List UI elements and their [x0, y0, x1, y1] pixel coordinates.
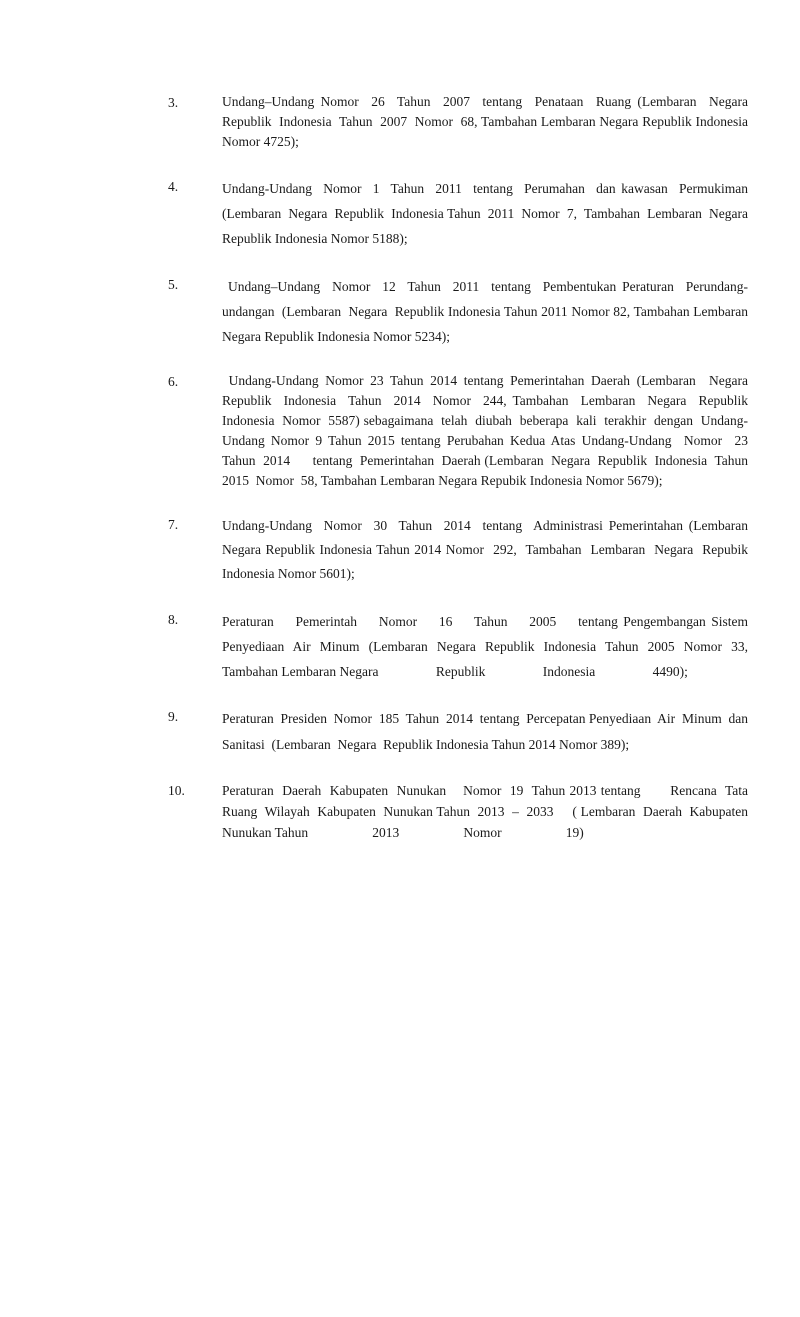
list-item-number: 6. — [168, 374, 179, 389]
list-item-number: 4. — [168, 179, 179, 194]
list-item — [168, 274, 752, 349]
list-item-text: Peraturan Daerah Kabupaten Nunukan Nomor 19 Tahun 2013 tentang Rencana Tata Ruang Wilayah Kabupaten Nunukan Tahun 2013 – 2033 ( Lembaran Daerah Kabupaten Nunukan Tahun 2013 Nomor 19) — [222, 783, 755, 840]
list-item-number: 9. — [168, 709, 179, 724]
list-item-text: Undang–Undang Nomor 26 Tahun 2007 tentang Penataan Ruang (Lembaran Negara Republik Indonesia Tahun 2007 Nomor 68, Tambahan Lembaran Negara Republik Indonesia Nomor 4725); — [222, 94, 755, 149]
list-item-text: Peraturan Presiden Nomor 185 Tahun 2014 tentang Percepatan Penyediaan Air Minum dan Sanitasi (Lembaran Negara Republik Indonesia Tahun 2014 Nomor 389); — [222, 711, 755, 752]
list-item — [168, 371, 755, 491]
list-item — [168, 92, 755, 152]
list-item — [168, 706, 755, 758]
list-item-text: Undang-Undang Nomor 23 Tahun 2014 tentang Pemerintahan Daerah (Lembaran Negara Republik Indonesia Tahun 2014 Nomor 244, Tambahan Lembaran Negara Republik Indonesia Nomor 5587) sebagaimana telah diubah beberapa kali terakhir dengan Undang-Undang Nomor 9 Tahun 2015 tentang Perubahan Kedua Atas Undang-Undang Nomor 23 Tahun 2014 tentang Pemerintahan Daerah (Lembaran Negara Republik Indonesia Tahun 2015 Nomor 58, Tambahan Lembaran Negara Repubik Indonesia Nomor 5679); — [222, 373, 755, 488]
list-item — [168, 609, 752, 684]
list-item-number: 5. — [168, 277, 179, 292]
list-item-number: 3. — [168, 95, 179, 110]
list-item-number: 7. — [168, 517, 179, 532]
list-item-number: 8. — [168, 612, 179, 627]
list-item-text: Undang-Undang Nomor 1 Tahun 2011 tentang Perumahan dan kawasan Permukiman (Lembaran Negara Republik Indonesia Tahun 2011 Nomor 7, Tambahan Lembaran Negara Republik Indonesia Nomor 5188); — [222, 181, 755, 246]
list-item — [168, 514, 755, 586]
list-item-text: Undang-Undang Nomor 30 Tahun 2014 tentang Administrasi Pemerintahan (Lembaran Negara Republik Indonesia Tahun 2014 Nomor 292, Tambahan Lembaran Negara Repubik Indonesia Nomor 5601); — [222, 518, 755, 581]
list-item — [168, 780, 755, 843]
list-item-text: Undang–Undang Nomor 12 Tahun 2011 tentang Pembentukan Peraturan Perundang-undangan (Lembaran Negara Republik Indonesia Tahun 2011 Nomor 82, Tambahan Lembaran Negara Republik Indonesia Nomor 5234); — [222, 279, 752, 344]
list-item-text: Peraturan Pemerintah Nomor 16 Tahun 2005 tentang Pengembangan Sistem Penyediaan Air Minum (Lembaran Negara Republik Indonesia Tahun 2005 Nomor 33, Tambahan Lembaran Negara Republik Indonesia 4490); — [222, 614, 752, 679]
list-item-number: 10. — [168, 783, 185, 798]
clause-list — [168, 92, 755, 865]
list-item — [168, 176, 755, 251]
